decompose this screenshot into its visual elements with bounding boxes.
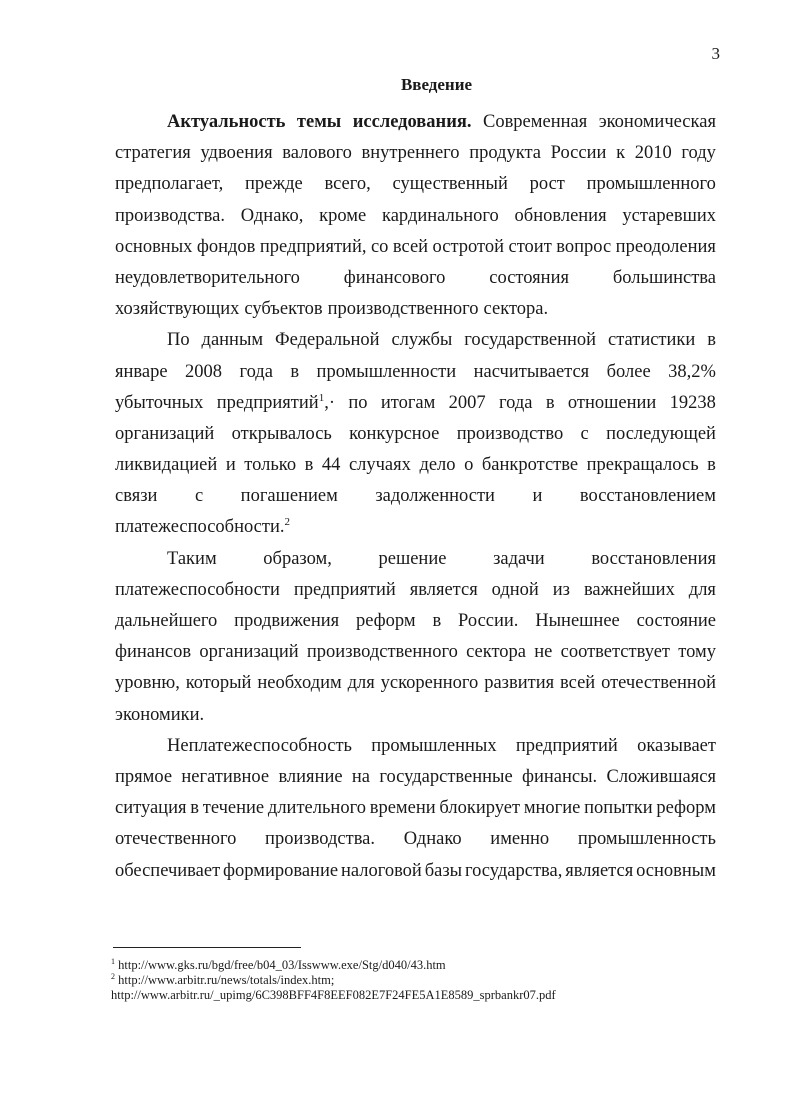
word: в (707, 455, 716, 476)
word: предприятий (293, 579, 396, 600)
word: банкротстве (481, 455, 579, 476)
word: преодоления (615, 236, 716, 257)
text-line (115, 325, 716, 356)
text-line (115, 201, 716, 232)
word: государственной (464, 330, 597, 351)
word: продукта (469, 143, 541, 164)
word: конкурсное (349, 423, 440, 444)
word: удвоения (200, 143, 273, 164)
word: ситуация (115, 798, 187, 819)
word: производства. (115, 205, 225, 226)
text-line (115, 263, 716, 294)
word: только (244, 455, 297, 476)
word: России (550, 143, 607, 164)
word: предприятий, (259, 236, 367, 257)
word: течение (202, 798, 265, 819)
word: и (532, 486, 543, 507)
word: остротой (432, 236, 505, 257)
word: убыточных (115, 392, 204, 413)
word: производственного (306, 642, 458, 663)
footnote-ref[interactable]: 2 (284, 516, 290, 529)
word: субъектов (244, 299, 323, 320)
word: Современная (482, 112, 588, 132)
word: именно (490, 829, 550, 850)
word: рост (529, 174, 565, 195)
word: длительного (267, 798, 366, 819)
word: Неплатежеспособность (167, 735, 352, 756)
word: промышленного (586, 174, 716, 195)
word: последующей (606, 423, 716, 444)
word: всей (560, 673, 596, 694)
word: является (565, 860, 634, 881)
word: базы (424, 860, 463, 881)
word: кардинального (382, 205, 499, 226)
word: в (290, 361, 300, 382)
word: платежеспособности (115, 579, 280, 600)
word: Сложившаяся (606, 766, 716, 787)
footnote-ref[interactable]: 1 (318, 391, 325, 404)
word: дальнейшего (115, 611, 218, 631)
word: Таким (167, 548, 217, 569)
word: темы (296, 112, 342, 132)
word: неудовлетворительного (115, 267, 300, 288)
word: экономики. (115, 704, 205, 725)
text-line (115, 232, 716, 263)
word: важнейших (583, 579, 675, 600)
word: предполагает, (115, 174, 224, 195)
word: из (552, 579, 570, 600)
word: сектора. (483, 299, 549, 320)
word: государственные (379, 766, 513, 787)
word: отношении (567, 392, 657, 413)
word: производственного (327, 299, 479, 320)
word: решение (378, 548, 447, 569)
word: и (225, 455, 236, 476)
word: хозяйствующих (115, 299, 240, 320)
word: прямое (115, 766, 173, 787)
word: погашением (240, 486, 338, 507)
word: устаревших (622, 205, 716, 226)
text-line (115, 575, 716, 606)
word: реформ (355, 611, 416, 631)
word: состояния (489, 267, 569, 288)
word: сектора (466, 642, 527, 663)
word: необходим (257, 673, 342, 694)
word: для (347, 673, 375, 694)
word: финансов (115, 642, 192, 663)
text-line (115, 637, 716, 668)
section-heading: Введение (400, 75, 473, 94)
text-line (115, 606, 716, 637)
word: январе (115, 361, 168, 382)
word: организаций (199, 642, 299, 663)
word: дело (419, 455, 456, 476)
word: многие (523, 798, 581, 819)
word: организаций (115, 423, 215, 444)
word: России. (458, 611, 519, 631)
text-line (115, 419, 716, 450)
word: задолженности (375, 486, 495, 507)
word: 2008 (185, 361, 223, 382)
text-line (115, 388, 716, 419)
word: образом, (263, 548, 332, 569)
footnote-separator (113, 947, 301, 948)
word: промышленности (316, 361, 457, 382)
word: для (688, 579, 716, 600)
text-line (115, 450, 716, 481)
word: попытки (584, 798, 653, 819)
word: основным (636, 860, 716, 881)
word: года (239, 361, 273, 382)
word: продвижения (234, 611, 340, 631)
word: экономическая (598, 112, 716, 132)
word: службы (391, 330, 453, 351)
word: предприятий (515, 735, 618, 756)
word: развития (484, 673, 555, 694)
word: Однако (403, 829, 462, 850)
word: итогам (380, 392, 436, 413)
word: финансового (343, 267, 446, 288)
word: 2007 (448, 392, 486, 413)
word: ускоренного (380, 673, 479, 694)
footnote-link[interactable]: http://www.gks.ru/bgd/free/b04_03/Isswww.exe/Stg/d040/43.htm (118, 958, 446, 972)
text-line (115, 668, 716, 699)
word: восстановлением (579, 486, 716, 507)
word: стратегия (115, 143, 191, 164)
word: который (185, 673, 252, 694)
word: кроме (319, 205, 367, 226)
word: статистики (607, 330, 696, 351)
word: прекращалось (586, 455, 699, 476)
word: реформ (656, 798, 716, 819)
word: 44 (321, 455, 341, 476)
word: времени (369, 798, 436, 819)
word: производства. (265, 829, 376, 850)
word: исследования. (352, 112, 472, 132)
word: обеспечивает (115, 860, 221, 881)
word: оказывает (637, 735, 716, 756)
word: задачи (493, 548, 545, 569)
footnote-mark: 2 (111, 971, 115, 981)
word: в (545, 392, 555, 413)
word: 2010 (634, 143, 672, 164)
text-line (115, 169, 716, 200)
word: налоговой (340, 860, 422, 881)
text-line (115, 357, 716, 388)
word: формирование (223, 860, 339, 881)
word: в (432, 611, 442, 631)
word: 19238 (669, 392, 716, 413)
word: Однако, (240, 205, 304, 226)
footnote-link[interactable]: http://www.arbitr.ru/news/totals/index.htm; (118, 973, 335, 987)
word: валового (282, 143, 352, 164)
word: году (681, 143, 716, 164)
footnote-mark: 1 (111, 956, 115, 966)
page-number: 3 (711, 44, 720, 63)
footnote-item (111, 988, 556, 1003)
word: в (304, 455, 314, 476)
text-line (115, 294, 716, 325)
word: основных (115, 236, 193, 257)
word: восстановления (591, 548, 716, 569)
footnote-item (111, 973, 556, 988)
text-line (115, 512, 716, 543)
word: на (351, 766, 371, 787)
text-line (115, 138, 716, 169)
word: 38,2% (668, 361, 716, 382)
text-line (115, 107, 716, 138)
word: одной (491, 579, 539, 600)
word: большинства (612, 267, 716, 288)
word: платежеспособности.$^2$ (115, 516, 290, 538)
word: к (616, 143, 626, 164)
word: обновления (514, 205, 607, 226)
body-text (115, 107, 716, 887)
word: негативное (181, 766, 270, 787)
word: стоит (508, 236, 552, 257)
word: тому (678, 642, 716, 663)
word: более (606, 361, 651, 382)
word: с (580, 423, 589, 444)
word: государства, (464, 860, 563, 881)
word: влияние (278, 766, 343, 787)
word: состояние (636, 611, 716, 631)
word: предприятий$^1$,· (216, 391, 335, 413)
word: в (707, 330, 716, 351)
word: блокирует (439, 798, 521, 819)
word: всей (392, 236, 429, 257)
text-line (115, 856, 716, 887)
word: Федеральной (275, 330, 380, 351)
text-line (115, 544, 716, 575)
text-line (115, 793, 716, 824)
word: существенный (392, 174, 508, 195)
word: уровню, (115, 673, 180, 694)
word: отечественной (601, 673, 716, 694)
word: с (194, 486, 204, 507)
footnote-item (111, 958, 556, 973)
word: всего, (324, 174, 371, 195)
word: По (167, 330, 190, 351)
word: финансы. (522, 766, 598, 787)
word: Актуальность (167, 112, 286, 132)
word: данным (201, 330, 264, 351)
word: внутреннего (361, 143, 460, 164)
word: вопрос (556, 236, 612, 257)
footnotes (111, 958, 556, 1003)
word: открывалось (231, 423, 332, 444)
text-line (115, 700, 716, 731)
text-line (115, 824, 716, 855)
word: в (190, 798, 199, 819)
word: связи (115, 486, 158, 507)
text-line (115, 731, 716, 762)
word: прежде (244, 174, 303, 195)
text-line (115, 481, 716, 512)
text-line (115, 762, 716, 793)
word: фондов (196, 236, 256, 257)
word: насчитывается (473, 361, 590, 382)
word: по (348, 392, 368, 413)
word: соответствует (560, 642, 671, 663)
word: промышленных (371, 735, 497, 756)
word: года (499, 392, 533, 413)
word: является (409, 579, 478, 600)
word: отечественного (115, 829, 237, 850)
word: не (534, 642, 553, 663)
word: производство (456, 423, 564, 444)
word: ликвидацией (115, 455, 218, 476)
word: о (464, 455, 474, 476)
word: случаях (348, 455, 411, 476)
word: со (370, 236, 389, 257)
footnote-link[interactable]: http://www.arbitr.ru/_upimg/6C398BFF4F8EEF082E7F24FE5A1E8589_sprbankr07.pdf (111, 988, 556, 1002)
word: промышленность (577, 829, 716, 850)
word: Нынешнее (535, 611, 620, 631)
